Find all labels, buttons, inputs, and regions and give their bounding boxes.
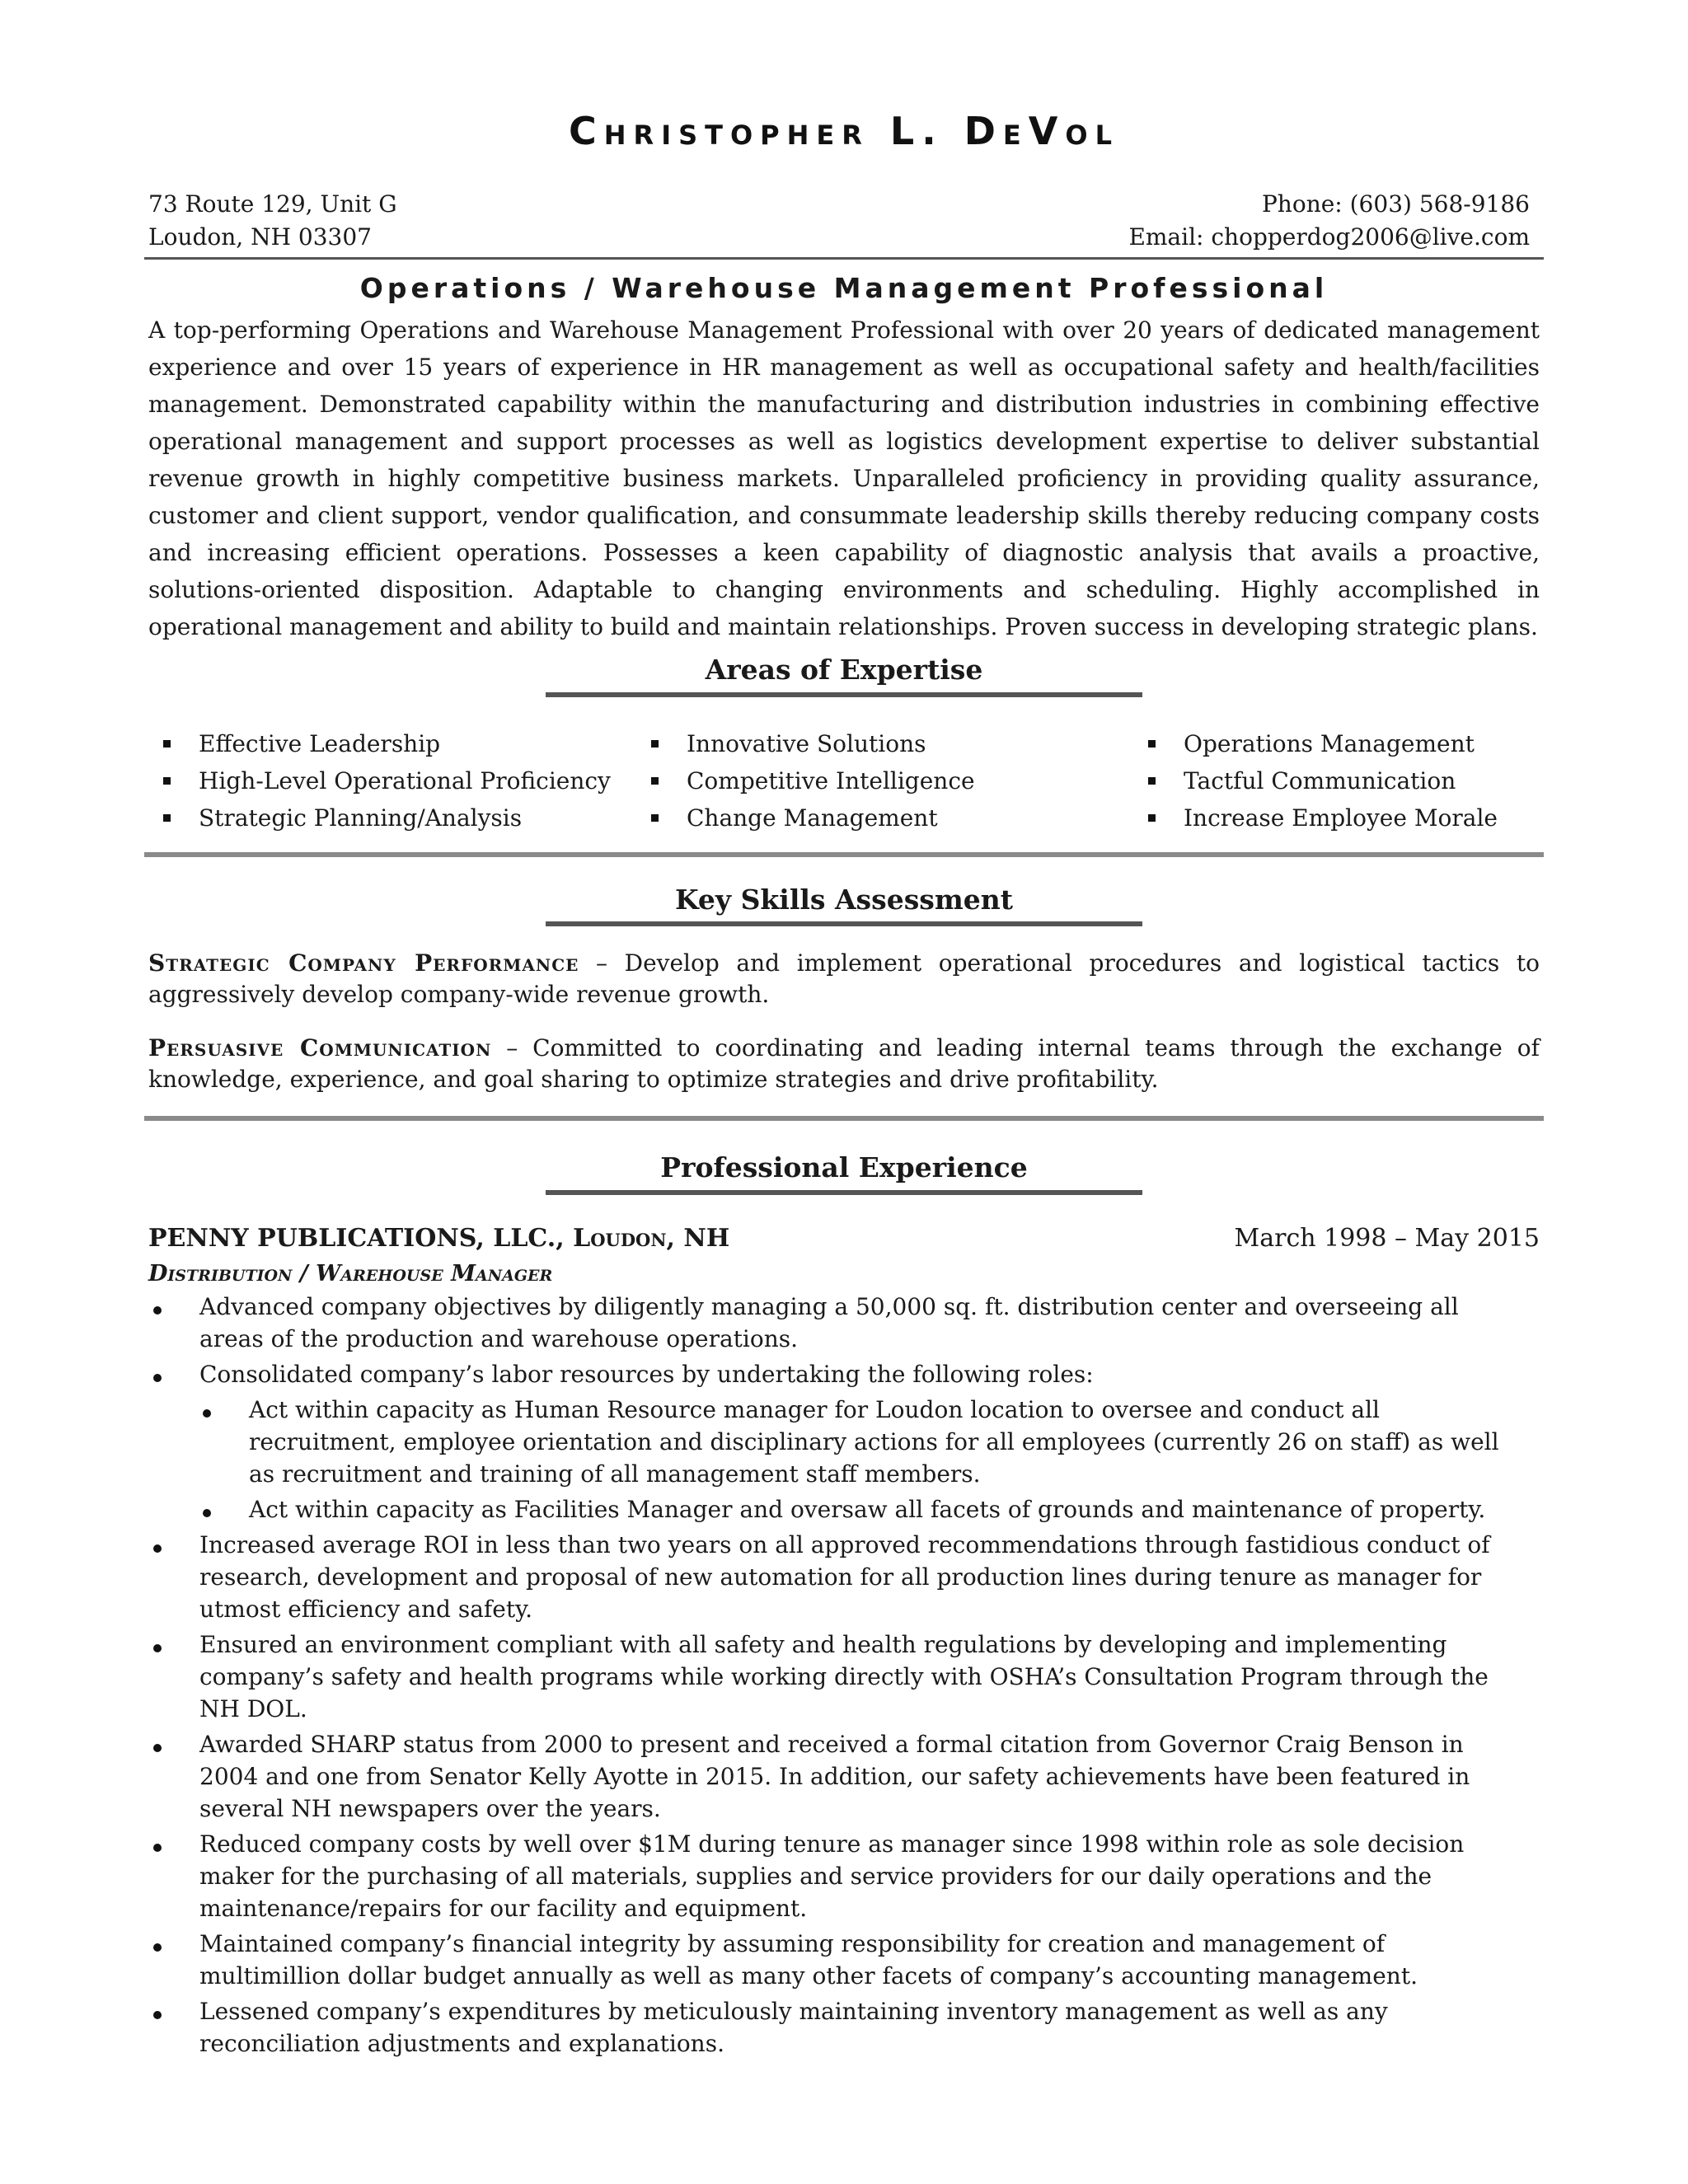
expertise-title: Areas of Expertise [705, 654, 983, 686]
list-item: Ensured an environment compliant with all safety and health regulations by developing and implementing company’s safety and health programs while working directly with OSHA’s Consultation Program through the NH DOL. [148, 1629, 1523, 1725]
header-divider [144, 257, 1544, 260]
job-title: Distribution / Warehouse Manager [148, 1261, 553, 1286]
square-bullet-icon [163, 777, 171, 785]
list-item: Reduced company costs by well over $1M during tenure as manager since 1998 within role as sole decision maker for the purchasing of all materials, supplies and service providers for our daily operations and the maintenance/repairs for our facility and equipment. [148, 1828, 1523, 1924]
list-item: Awarded SHARP status from 2000 to present and received a formal citation from Governor Craig Benson in 2004 and one from Senator Kelly Ayotte in 2015. In addition, our safety achievements have been featured in several NH newspapers over the years. [148, 1728, 1523, 1825]
bullet-icon [153, 1943, 162, 1952]
bullet-icon [203, 1409, 211, 1418]
expertise-column-2 [651, 725, 975, 837]
candidate-name: Christopher L. DeVol [569, 109, 1119, 153]
company-name: PENNY PUBLICATIONS, LLC., [148, 1224, 565, 1253]
bullet-icon [153, 1306, 162, 1315]
address-line-1: 73 Route 129, Unit G [148, 190, 397, 218]
square-bullet-icon [1148, 777, 1156, 785]
skill-heading: Strategic Company Performance [148, 949, 579, 977]
email: Email: chopperdog2006@live.com [1128, 223, 1530, 251]
skill-persuasive-communication [148, 1033, 1540, 1095]
expertise-item: Effective Leadership [163, 725, 611, 762]
section-divider [144, 1116, 1544, 1121]
expertise-item: Change Management [651, 799, 975, 837]
list-item: Increased average ROI in less than two years on all approved recommendations through fastidious conduct of research, development and proposal of new automation for all production lines during tenure as manager for utmost efficiency and safety. [148, 1529, 1523, 1625]
skill-description: – Develop and implement operational procedures and logistical tactics to aggressively develop company-wide revenue growth. [148, 949, 1540, 1008]
expertise-item: Increase Employee Morale [1148, 799, 1498, 837]
expertise-item: Competitive Intelligence [651, 762, 975, 799]
experience-title: Professional Experience [660, 1151, 1028, 1183]
section-divider [144, 852, 1544, 857]
skill-heading: Persuasive Communication [148, 1034, 492, 1062]
list-item: Act within capacity as Human Resource manager for Loudon location to oversee and conduct all recruitment, employee orientation and disciplinary actions for all employees (currently 26 on staff) as well as recruitment and training of all management staff members. [198, 1394, 1523, 1490]
expertise-item: Innovative Solutions [651, 725, 975, 762]
skills-title-bar [546, 921, 1142, 926]
square-bullet-icon [651, 777, 659, 785]
address-block [148, 188, 397, 254]
expertise-title-bar [546, 692, 1142, 697]
phone: Phone: (603) 568-9186 [1261, 190, 1530, 218]
company-line [148, 1224, 1540, 1253]
bullet-icon [153, 1644, 162, 1652]
expertise-column-3 [1148, 725, 1498, 837]
contact-block [1128, 188, 1530, 254]
experience-bullets [148, 1291, 1523, 2063]
expertise-item: Strategic Planning/Analysis [163, 799, 611, 837]
skill-description: – Committed to coordinating and leading internal teams through the exchange of knowledge, experience, and goal sharing to optimize strategies and drive profitability. [148, 1034, 1540, 1093]
square-bullet-icon [163, 740, 171, 748]
address-line-2: Loudon, NH 03307 [148, 223, 372, 251]
square-bullet-icon [651, 740, 659, 748]
list-item: Maintained company’s financial integrity by assuming responsibility for creation and management of multimillion dollar budget annually as well as many other facets of company’s accounting management. [148, 1928, 1523, 1992]
list-item: Advanced company objectives by diligently managing a 50,000 sq. ft. distribution center and overseeing all areas of the production and warehouse operations. [148, 1291, 1523, 1355]
expertise-column-1 [163, 725, 611, 837]
skill-strategic-performance [148, 948, 1540, 1010]
expertise-item: Operations Management [1148, 725, 1498, 762]
square-bullet-icon [1148, 814, 1156, 822]
bullet-icon [203, 1509, 211, 1517]
bullet-icon [153, 1844, 162, 1852]
bullet-icon [153, 1374, 162, 1382]
skills-title: Key Skills Assessment [674, 883, 1014, 916]
bullet-icon [153, 2011, 162, 2019]
square-bullet-icon [1148, 740, 1156, 748]
employment-dates: March 1998 – May 2015 [1234, 1224, 1540, 1253]
square-bullet-icon [651, 814, 659, 822]
list-item: Consolidated company’s labor resources by undertaking the following roles: [148, 1358, 1523, 1390]
bullet-icon [153, 1744, 162, 1752]
list-item: Lessened company’s expenditures by meticulously maintaining inventory management as well as any reconciliation adjustments and explanations. [148, 1995, 1523, 2060]
company-location: Loudon, NH [564, 1224, 730, 1253]
summary-paragraph: A top-performing Operations and Warehouse Management Professional with over 20 years of dedicated management experience and over 15 years of experience in HR management as well as occupational safety and health/facilities management. Demonstrated capability within the manufacturing and distribution industries in combining effective operational management and support processes as well as logistics development expertise to deliver substantial revenue growth in highly competitive business markets. Unparalleled proficiency in providing quality assurance, customer and client support, vendor qualification, and consummate leadership skills thereby reducing company costs and increasing efficient operations. Possesses a keen capability of diagnostic analysis that avails a proactive, solutions-oriented disposition. Adaptable to changing environments and scheduling. Highly accomplished in operational management and ability to build and maintain relationships. Proven success in developing strategic plans. [148, 316, 1540, 640]
expertise-item: High-Level Operational Proficiency [163, 762, 611, 799]
experience-title-bar [546, 1190, 1142, 1195]
bullet-icon [153, 1544, 162, 1553]
list-item: Act within capacity as Facilities Manager and oversaw all facets of grounds and maintenance of property. [198, 1493, 1523, 1526]
square-bullet-icon [163, 814, 171, 822]
professional-headline: Operations / Warehouse Management Professional [359, 272, 1329, 304]
expertise-item: Tactful Communication [1148, 762, 1498, 799]
